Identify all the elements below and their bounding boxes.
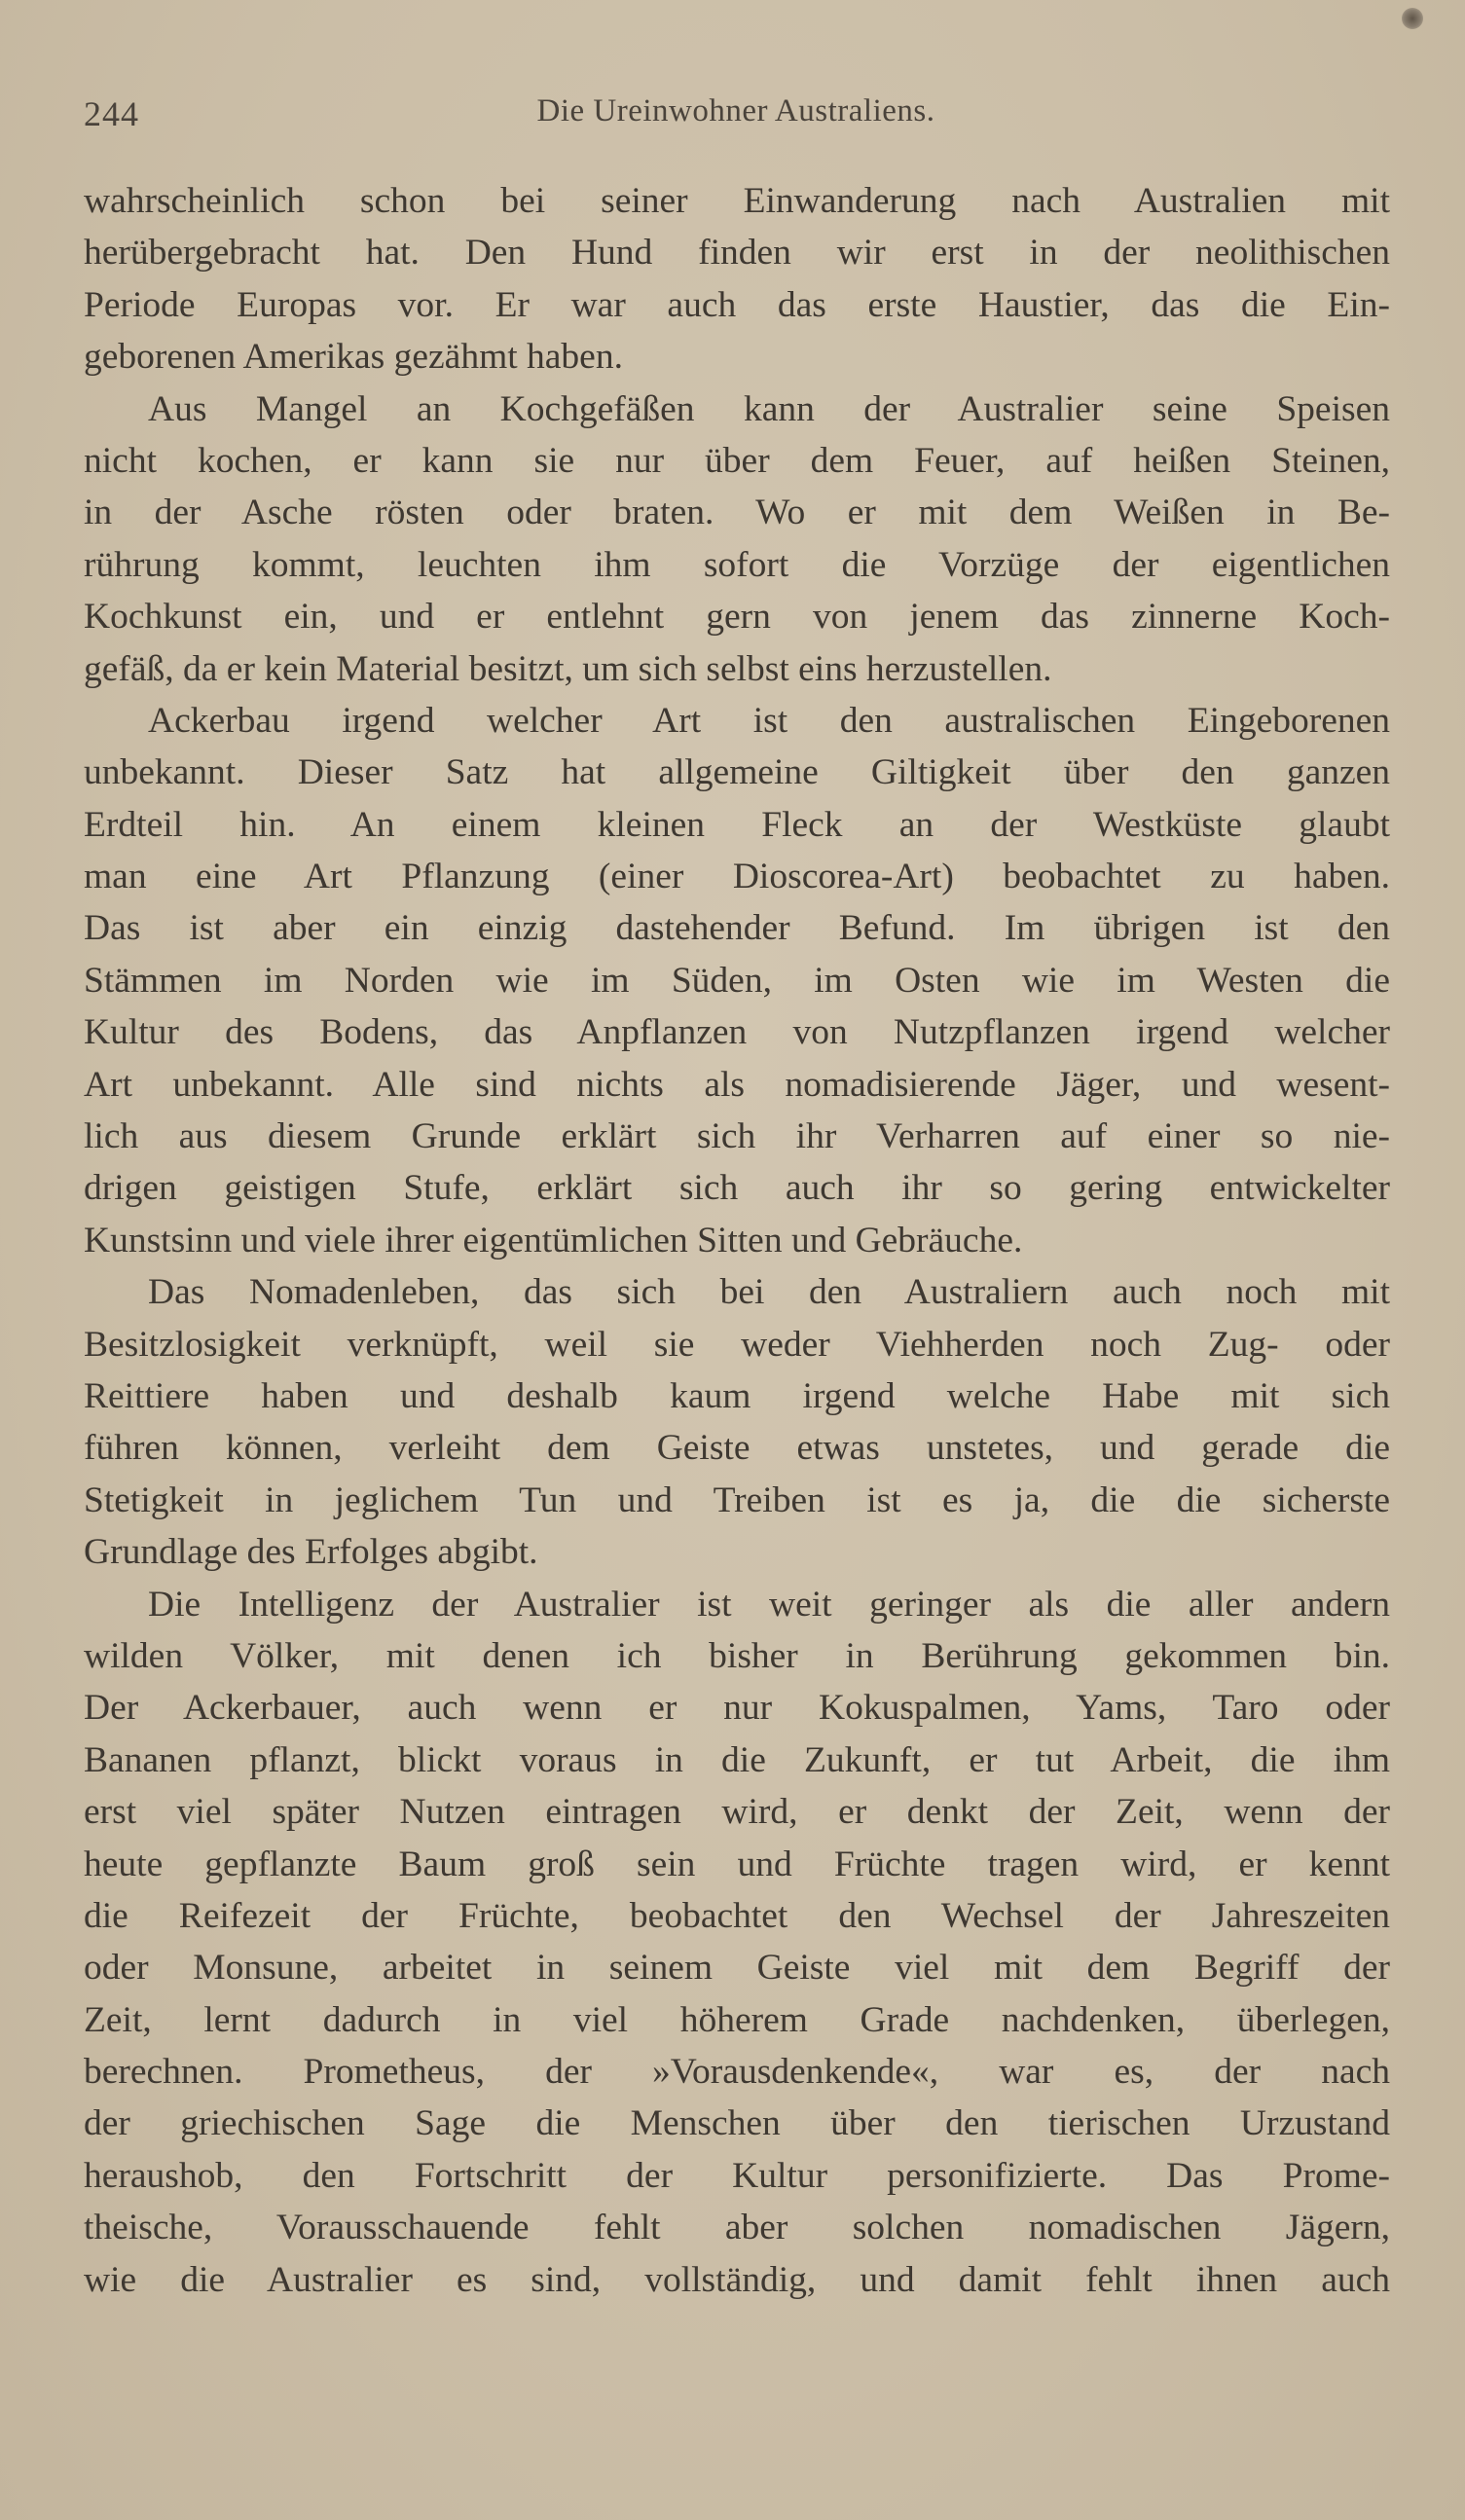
text-line: rührung kommt, leuchten ihm sofort die Vorzüge der eigentlichen bbox=[84, 544, 1390, 585]
text-line: der griechischen Sage die Menschen über den tierischen Urzustand bbox=[84, 2103, 1390, 2144]
text-line: die Reifezeit der Früchte, beobachtet den Wechsel der Jahreszeiten bbox=[84, 1895, 1390, 1936]
paragraph bbox=[84, 1579, 1390, 2306]
text-line: oder Monsune, arbeitet in seinem Geiste viel mit dem Begriff der bbox=[84, 1948, 1390, 1989]
text-line: Zeit, lernt dadurch in viel höherem Grade nachdenken, überlegen, bbox=[84, 1999, 1390, 2040]
text-line: Erdteil hin. An einem kleinen Fleck an der Westküste glaubt bbox=[84, 804, 1390, 845]
text-line: drigen geistigen Stufe, erklärt sich auch ihr so gering entwickelter bbox=[84, 1168, 1390, 1209]
text-line: Aus Mangel an Kochgefäßen kann der Australier seine Speisen bbox=[148, 388, 1390, 429]
text-line: wie die Australier es sind, vollständig, und damit fehlt ihnen auch bbox=[84, 2259, 1390, 2300]
paragraph bbox=[84, 695, 1390, 1266]
text-line: Kunstsinn und viele ihrer eigentümlichen Sitten und Gebräuche. bbox=[84, 1220, 1023, 1260]
text-line: heute gepflanzte Baum groß sein und Früchte tragen wird, er kennt bbox=[84, 1844, 1390, 1884]
text-line: erst viel später Nutzen eintragen wird, er denkt der Zeit, wenn der bbox=[84, 1792, 1390, 1833]
text-line: Kultur des Bodens, das Anpflanzen von Nutzpflanzen irgend welcher bbox=[84, 1012, 1390, 1053]
text-line: Der Ackerbauer, auch wenn er nur Kokuspalmen, Yams, Taro oder bbox=[84, 1688, 1390, 1729]
text-line: Kochkunst ein, und er entlehnt gern von jenem das zinnerne Koch- bbox=[84, 597, 1390, 638]
text-line: Das ist aber ein einzig dastehender Befund. Im übrigen ist den bbox=[84, 908, 1390, 949]
text-line: lich aus diesem Grunde erklärt sich ihr Verharren auf einer so nie- bbox=[84, 1116, 1390, 1157]
text-line: herübergebracht hat. Den Hund finden wir erst in der neolithischen bbox=[84, 233, 1390, 274]
text-line: wahrscheinlich schon bei seiner Einwanderung nach Australien mit bbox=[84, 181, 1390, 221]
running-title: Die Ureinwohner Australiens. bbox=[536, 93, 935, 128]
text-line: Grundlage des Erfolges abgibt. bbox=[84, 1532, 538, 1573]
text-line: gefäß, da er kein Material besitzt, um sich selbst eins herzustellen. bbox=[84, 648, 1052, 689]
page-number: 244 bbox=[84, 94, 139, 133]
text-line: man eine Art Pflanzung (einer Dioscorea-Art) beobachtet zu haben. bbox=[84, 857, 1390, 897]
text-line: theische, Vorausschauende fehlt aber solchen nomadischen Jägern, bbox=[84, 2208, 1390, 2248]
text-line: Stetigkeit in jeglichem Tun und Treiben ist es ja, die die sicherste bbox=[84, 1479, 1390, 1520]
text-line: Ackerbau irgend welcher Art ist den australischen Eingeborenen bbox=[148, 700, 1390, 741]
paragraph bbox=[84, 383, 1390, 695]
text-line: berechnen. Prometheus, der »Vorausdenkende«, war es, der nach bbox=[84, 2052, 1390, 2093]
text-line: nicht kochen, er kann sie nur über dem Feuer, auf heißen Steinen, bbox=[84, 440, 1390, 481]
text-line: wilden Völker, mit denen ich bisher in Berührung gekommen bin. bbox=[84, 1635, 1390, 1676]
text-line: unbekannt. Dieser Satz hat allgemeine Giltigkeit über den ganzen bbox=[84, 752, 1390, 793]
text-line: Die Intelligenz der Australier ist weit geringer als die aller andern bbox=[148, 1584, 1390, 1625]
paragraph bbox=[84, 1266, 1390, 1578]
text-line: geborenen Amerikas gezähmt haben. bbox=[84, 337, 623, 378]
text-line: Das Nomadenleben, das sich bei den Australiern auch noch mit bbox=[148, 1272, 1390, 1313]
text-line: Reittiere haben und deshalb kaum irgend welche Habe mit sich bbox=[84, 1375, 1390, 1416]
text-line: Bananen pflanzt, blickt voraus in die Zukunft, er tut Arbeit, die ihm bbox=[84, 1739, 1390, 1780]
text-line: Art unbekannt. Alle sind nichts als nomadisierende Jäger, und wesent- bbox=[84, 1064, 1390, 1105]
page-header bbox=[84, 93, 1388, 152]
text-line: in der Asche rösten oder braten. Wo er mit dem Weißen in Be- bbox=[84, 493, 1390, 533]
text-line: Besitzlosigkeit verknüpft, weil sie weder Viehherden noch Zug- oder bbox=[84, 1324, 1390, 1365]
text-line: Stämmen im Norden wie im Süden, im Osten wie im Westen die bbox=[84, 960, 1390, 1001]
text-line: heraushob, den Fortschritt der Kultur personifizierte. Das Prome- bbox=[84, 2155, 1390, 2196]
body-text bbox=[84, 175, 1390, 2306]
ink-spot bbox=[1402, 8, 1423, 29]
paragraph bbox=[84, 175, 1390, 383]
text-line: führen können, verleiht dem Geiste etwas unstetes, und gerade die bbox=[84, 1428, 1390, 1469]
text-line: Periode Europas vor. Er war auch das erste Haustier, das die Ein- bbox=[84, 284, 1390, 325]
